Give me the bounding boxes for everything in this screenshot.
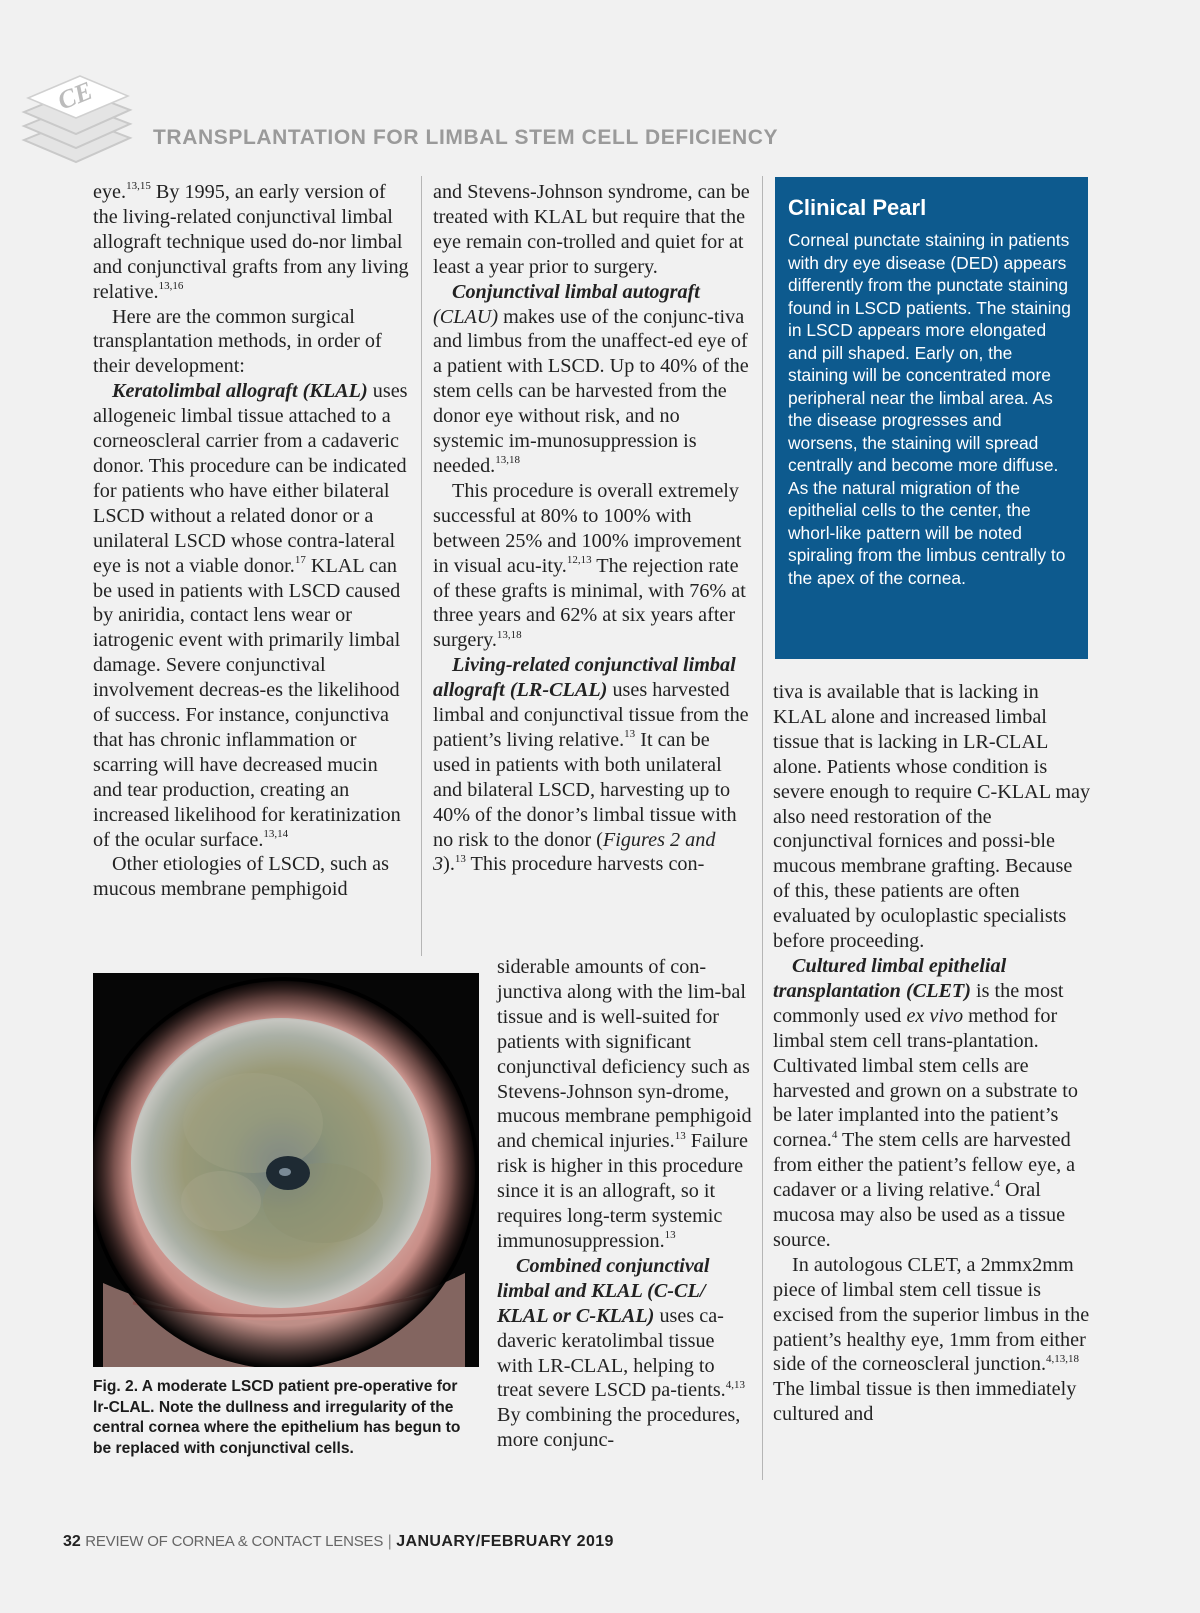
text-run: tiva is available that is lacking in KLAL alone and increased limbal tissue that is lacking in LR-CLAL alone. Patients whose condition is severe enough to require C-KLAL may also need restoration of the conjunctival fornices and possi-ble mucous membrane grafting. Because of this, these patients are often evaluated by oculoplastic specialists before proceeding. bbox=[773, 681, 1091, 953]
text-run: uses harvested limbal and conjunctival tissue from the patient’s living relative. bbox=[433, 679, 749, 751]
text-run: By combining the procedures, more conjunc- bbox=[497, 1404, 741, 1452]
text-run: makes use of the conjunc-tiva and limbus from the unaffect-ed eye of a patient with LSCD. Up to 40% of the stem cells can be harvested from the donor eye without risk, and no systemic im-munosuppression is needed. bbox=[433, 305, 749, 477]
text-run: Other etiologies of LSCD, such as mucous membrane pemphigoid bbox=[93, 853, 389, 901]
italic-text: (CLAU) bbox=[433, 305, 499, 328]
body-paragraph bbox=[93, 305, 411, 380]
subheading-term: Conjunctival limbal autograft bbox=[452, 280, 700, 303]
text-run: In autologous CLET, a 2mmx2mm piece of limbal stem cell tissue is excised from the superior limbus in the patient’s healthy eye, 1mm from either side of the corneoscleral junction. bbox=[773, 1253, 1090, 1376]
column-divider bbox=[421, 176, 422, 956]
citation-superscript: 13 bbox=[454, 852, 466, 865]
body-paragraph bbox=[497, 955, 753, 1254]
footer-separator: | bbox=[387, 1533, 392, 1550]
clinical-pearl-body: Corneal punctate staining in patients with dry eye disease (DED) appears differently from the punctate staining found in LSCD patients. The staining in LSCD appears more elongated and pill shaped. Early on, the staining will be concentrated more peripheral near the limbal area. As the disease progresses and worsens, the staining will spread centrally and become more diffuse. As the natural migration of the epithelial cells to the center, the whorl-like pattern will be noted spiraling from the limbus centrally to the apex of the cornea. bbox=[788, 230, 1071, 588]
text-run: The stem cells are harvested from either the patient’s fellow eye, a cadaver or a living relative. bbox=[773, 1129, 1076, 1202]
text-run: ). bbox=[443, 853, 455, 876]
subheading-term: Combined conjunctival limbal and KLAL (C-CL/ KLAL or C-KLAL) bbox=[497, 1254, 710, 1327]
text-run: uses allogeneic limbal tissue attached to a corneoscleral carrier from a cadaveric donor. This procedure can be indicated for patients who have either bilateral LSCD without a related donor or a unilateral LSCD whose contra-lateral eye is not a viable donor. bbox=[93, 380, 408, 577]
citation-superscript: 4 bbox=[831, 1128, 838, 1141]
citation-superscript: 13 bbox=[664, 1229, 676, 1242]
body-column-2-top bbox=[433, 180, 751, 877]
body-paragraph bbox=[93, 180, 411, 305]
subheading-term: Keratolimbal allograft (KLAL) bbox=[112, 380, 368, 403]
citation-superscript: 13,15 bbox=[126, 180, 151, 193]
citation-superscript: 17 bbox=[294, 553, 306, 566]
text-run: Failure risk is higher in this procedure since it is an allograft, so it requires long-term systemic immunosuppression. bbox=[497, 1130, 748, 1252]
page-footer bbox=[63, 1533, 614, 1551]
text-run: The limbal tissue is then immediately cultured and bbox=[773, 1378, 1077, 1426]
citation-superscript: 4 bbox=[994, 1178, 1000, 1191]
text-run: This procedure harvests con- bbox=[465, 853, 705, 876]
text-run: eye. bbox=[93, 181, 127, 203]
text-run: The rejection rate of these grafts is minimal, with 76% at three years and 62% at six years after surgery. bbox=[433, 554, 746, 652]
page-number: 32 bbox=[63, 1533, 81, 1550]
text-run: KLAL can be used in patients with LSCD caused by aniridia, contact lens wear or iatrogenic event with primarily limbal damage. Severe conjunctival involvement decreas-es the likelihood of success. For instance, conjunctiva that has chronic inflammation or scarring will have decreased mucin and tear production, creating an increased likelihood for keratinization of the ocular surface. bbox=[93, 554, 401, 851]
text-run: and Stevens-Johnson syndrome, can be treated with KLAL but require that the eye remain con-trolled and quiet for at least a year prior to surgery. bbox=[433, 181, 750, 278]
ce-stack-icon bbox=[18, 66, 134, 166]
clinical-pearl-box bbox=[775, 177, 1088, 659]
text-run: It can be used in patients with both unilateral and bilateral LSCD, harvesting up to 40% of the donor’s limbal tissue with no risk to the donor ( bbox=[433, 728, 737, 851]
body-paragraph bbox=[773, 1253, 1091, 1427]
text-run: siderable amounts of con-junctiva along with the lim-bal tissue and is well-suited for patients with significant conjunctival deficiency such as Stevens-Johnson syn-drome, mucous membrane pemphigoid and chemical injuries. bbox=[497, 956, 752, 1153]
text-run: uses ca-daveric keratolimbal tissue with LR-CLAL, helping to treat severe LSCD pa-tients. bbox=[497, 1304, 726, 1402]
text-run: Oral mucosa may also be used as a tissue source. bbox=[773, 1179, 1066, 1251]
citation-superscript: 13,18 bbox=[495, 454, 520, 467]
body-paragraph bbox=[93, 852, 411, 902]
figure-2-caption: Fig. 2. A moderate LSCD patient pre-operative for lr-CLAL. Note the dullness and irregularity of the central cornea where the epithelium has begun to be replaced with conjunctival cells. bbox=[93, 1378, 461, 1457]
body-paragraph bbox=[433, 479, 751, 653]
ce-badge-label: CE bbox=[53, 75, 97, 116]
citation-superscript: 13 bbox=[674, 1129, 686, 1142]
issue-date: JANUARY/FEBRUARY 2019 bbox=[396, 1533, 614, 1550]
body-paragraph bbox=[497, 1254, 753, 1453]
section-title: TRANSPLANTATION FOR LIMBAL STEM CELL DEFICIENCY bbox=[153, 126, 779, 149]
text-run: Here are the common surgical transplantation methods, in order of their development: bbox=[93, 305, 382, 378]
text-run: By 1995, an early version of the living-related conjunctival limbal allograft technique used do-nor limbal and conjunctival grafts from any living relative. bbox=[93, 181, 409, 303]
journal-name: REVIEW OF CORNEA & CONTACT LENSES bbox=[85, 1533, 384, 1550]
body-paragraph bbox=[433, 280, 751, 479]
body-paragraph bbox=[773, 954, 1091, 1253]
subheading-term: Cultured limbal epithelial transplantation (CLET) bbox=[773, 954, 1007, 1002]
body-paragraph bbox=[773, 680, 1091, 954]
body-paragraph bbox=[433, 180, 751, 280]
body-column-3 bbox=[773, 680, 1091, 1427]
body-column-2-bottom bbox=[497, 955, 753, 1453]
citation-superscript: 4,13,18 bbox=[1046, 1352, 1079, 1365]
column-divider bbox=[762, 176, 763, 1480]
text-run: method for limbal stem cell trans-plantation. Cultivated limbal stem cells are harvested and grown on a substrate to be later implanted into the patient’s cornea. bbox=[773, 1004, 1078, 1152]
subheading-term: Living-related conjunctival limbal allograft (LR-CLAL) bbox=[433, 654, 736, 702]
citation-superscript: 13,14 bbox=[263, 827, 289, 840]
figure-2-eye-photo bbox=[93, 973, 479, 1367]
body-paragraph bbox=[433, 653, 751, 877]
citation-superscript: 13,16 bbox=[158, 279, 184, 292]
citation-superscript: 13 bbox=[624, 728, 636, 741]
body-column-1 bbox=[93, 180, 411, 902]
italic-text: ex vivo bbox=[906, 1004, 964, 1027]
citation-superscript: 13,18 bbox=[496, 628, 522, 641]
text-run: is the most commonly used bbox=[773, 979, 1064, 1027]
body-paragraph bbox=[93, 379, 411, 852]
italic-text: Figures 2 and 3 bbox=[433, 828, 716, 876]
citation-superscript: 12,13 bbox=[566, 553, 592, 566]
citation-superscript: 4,13 bbox=[725, 1378, 745, 1391]
text-run: This procedure is overall extremely successful at 80% to 100% with between 25% and 100% improvement in visual acu-ity. bbox=[433, 479, 742, 577]
clinical-pearl-heading: Clinical Pearl bbox=[788, 195, 927, 220]
